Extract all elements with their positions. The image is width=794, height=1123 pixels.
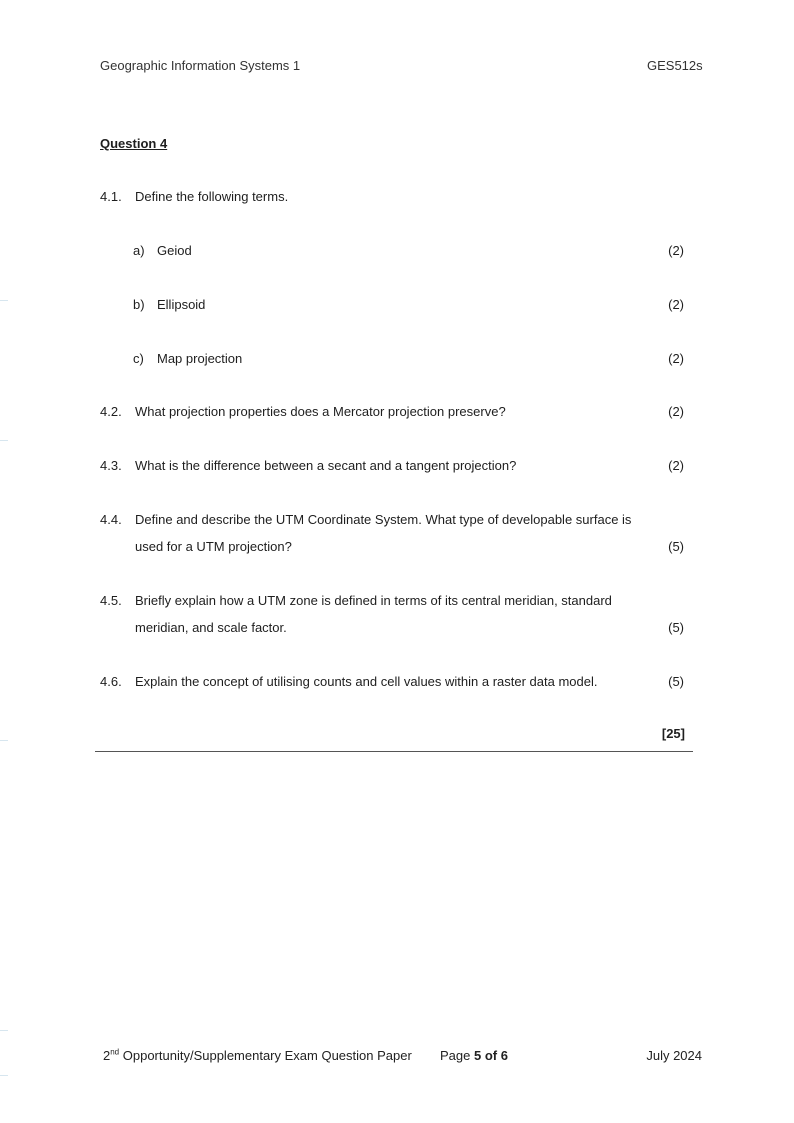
footer-ordinal-number: 2 — [103, 1048, 111, 1063]
scan-mark — [0, 1030, 8, 1031]
scan-mark — [0, 300, 8, 301]
sub-question-text: Geiod — [157, 243, 192, 258]
question-text: What is the difference between a secant and a tangent projection? — [135, 458, 517, 473]
marks: (5) — [668, 539, 684, 554]
scan-mark — [0, 740, 8, 741]
question-text-line: Define and describe the UTM Coordinate System. What type of developable surface is — [135, 512, 632, 527]
sub-question-text: Map projection — [157, 351, 243, 366]
marks: (5) — [668, 620, 684, 635]
marks: (2) — [668, 297, 684, 312]
footer-ordinal-suffix: nd — [110, 1047, 120, 1057]
sub-question-letter: b) — [133, 297, 145, 312]
page-of: of — [481, 1048, 501, 1063]
course-title: Geographic Information Systems 1 — [100, 58, 301, 73]
question-text-line: Briefly explain how a UTM zone is defined in terms of its central meridian, standard — [135, 593, 612, 608]
question-number: 4.3. — [100, 458, 122, 473]
scan-mark — [0, 440, 8, 441]
sub-question-letter: c) — [133, 351, 144, 366]
question-number: 4.2. — [100, 404, 122, 419]
footer-title — [103, 1048, 412, 1063]
marks: (5) — [668, 674, 684, 689]
question-text: Define the following terms. — [135, 189, 289, 204]
question-text: What projection properties does a Mercator projection preserve? — [135, 404, 506, 419]
page-current: 5 — [473, 1048, 482, 1063]
marks: (2) — [668, 243, 684, 258]
question-text-line: meridian, and scale factor. — [135, 620, 287, 635]
question-number: 4.6. — [100, 674, 122, 689]
section-divider — [95, 751, 693, 752]
sub-question-text: Ellipsoid — [157, 297, 206, 312]
question-total: [25] — [661, 726, 685, 741]
scan-mark — [0, 1075, 8, 1076]
footer-date: July 2024 — [646, 1048, 702, 1063]
page-label: Page — [440, 1048, 474, 1063]
question-title: Question 4 — [100, 136, 168, 151]
sub-question-letter: a) — [133, 243, 145, 258]
marks: (2) — [668, 404, 684, 419]
footer-text: Opportunity/Supplementary Exam Question Paper — [119, 1048, 412, 1063]
question-number: 4.5. — [100, 593, 122, 608]
marks: (2) — [668, 458, 684, 473]
question-text-line: used for a UTM projection? — [135, 539, 292, 554]
page-total: 6 — [500, 1048, 508, 1063]
question-number: 4.4. — [100, 512, 122, 527]
marks: (2) — [668, 351, 684, 366]
question-text: Explain the concept of utilising counts and cell values within a raster data model. — [135, 674, 598, 689]
page-number — [440, 1048, 508, 1063]
course-code: GES512s — [647, 58, 703, 73]
question-number: 4.1. — [100, 189, 122, 204]
